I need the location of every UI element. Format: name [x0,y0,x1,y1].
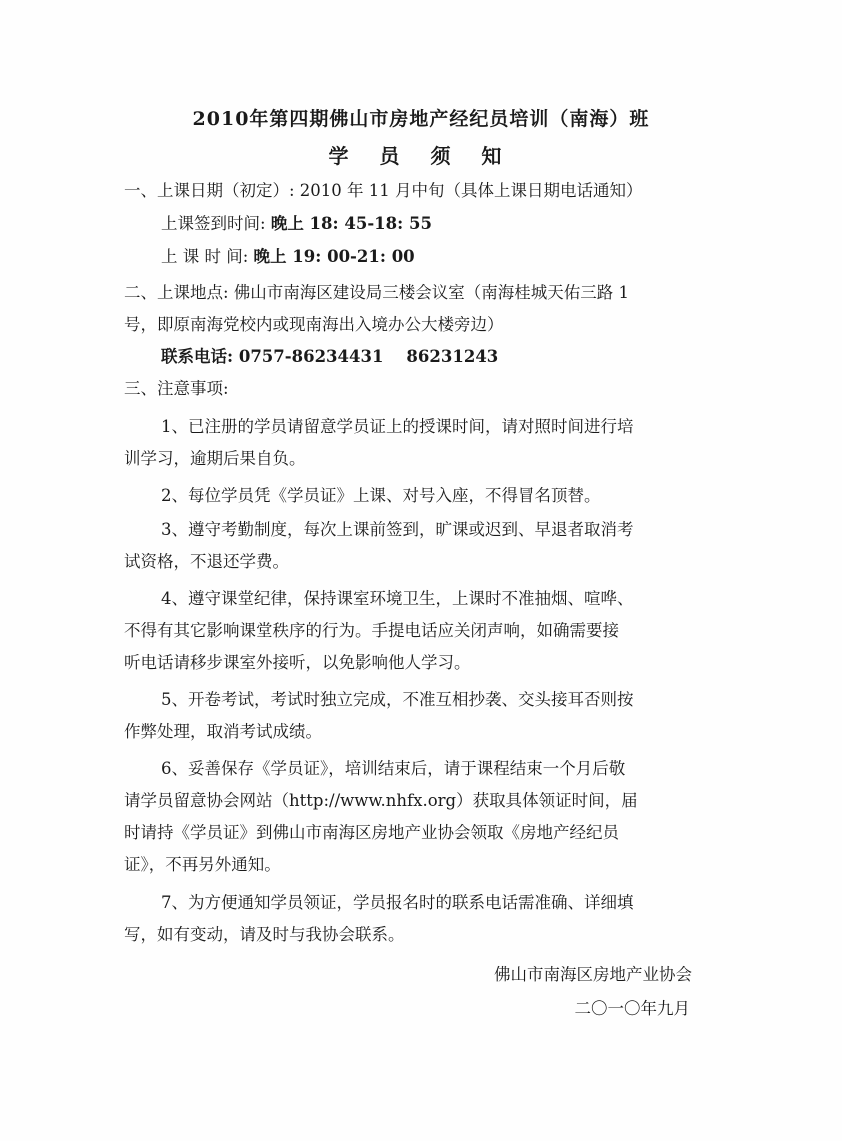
class-time-row [161,246,415,268]
notice-item-2-line-1: 2、每位学员凭《学员证》上课、对号入座，不得冒名顶替。 [161,486,601,505]
section2-line2: 号，即原南海党校内或现南海出入境办公大楼旁边） [124,315,504,334]
contact-phone: 联系电话: 0757-86234431 86231243 [161,347,499,366]
class-time-value: 晚上 19: 00-21: 00 [253,247,415,266]
checkin-time-row [161,213,432,235]
notice-item-6-line-2: 请学员留意协会网站（http://www.nhfx.org）获取具体领证时间，届 [124,791,638,810]
section2-line1: 二、上课地点: 佛山市南海区建设局三楼会议室（南海桂城天佑三路 1 [124,283,630,302]
notice-item-1-line-2: 训学习，逾期后果自负。 [124,449,306,468]
checkin-label: 上课签到时间: [161,214,266,233]
page-title: 2010年第四期佛山市房地产经纪员培训（南海）班 [192,108,650,130]
class-time-label: 上 课 时 间: [161,247,249,266]
signature-org: 佛山市南海区房地产业协会 [494,965,692,984]
notice-item-1-line-1: 1、已注册的学员请留意学员证上的授课时间，请对照时间进行培 [161,417,634,436]
notice-item-3-line-1: 3、遵守考勤制度，每次上课前签到，旷课或迟到、早退者取消考 [161,520,634,539]
notice-item-4-line-2: 不得有其它影响课堂秩序的行为。手提电话应关闭声响，如确需要接 [124,621,619,640]
notice-item-5-line-1: 5、开卷考试，考试时独立完成，不准互相抄袭、交头接耳否则按 [161,690,634,709]
notice-item-7-line-1: 7、为方便通知学员领证，学员报名时的联系电话需准确、详细填 [161,893,634,912]
notice-item-5-line-2: 作弊处理，取消考试成绩。 [124,722,322,741]
notice-item-6-line-1: 6、妥善保存《学员证》，培训结束后，请于课程结束一个月后敬 [161,759,626,778]
section1-heading: 一、上课日期（初定）: 2010 年 11 月中旬（具体上课日期电话通知） [124,181,643,200]
notice-item-4-line-1: 4、遵守课堂纪律，保持课室环境卫生，上课时不准抽烟、喧哗、 [161,589,634,608]
signature-date: 二〇一〇年九月 [574,999,690,1018]
page-subtitle: 学 员 须 知 [328,144,514,168]
notice-item-3-line-2: 试资格，不退还学费。 [124,552,289,571]
notice-item-6-line-3: 时请持《学员证》到佛山市南海区房地产业协会领取《房地产经纪员 [124,823,619,842]
checkin-value: 晚上 18: 45-18: 55 [270,214,432,233]
section3-heading: 三、注意事项: [124,379,229,398]
notice-item-7-line-2: 写，如有变动，请及时与我协会联系。 [124,925,405,944]
notice-item-4-line-3: 听电话请移步课室外接听，以免影响他人学习。 [124,653,471,672]
notice-item-6-line-4: 证》，不再另外通知。 [124,855,281,874]
